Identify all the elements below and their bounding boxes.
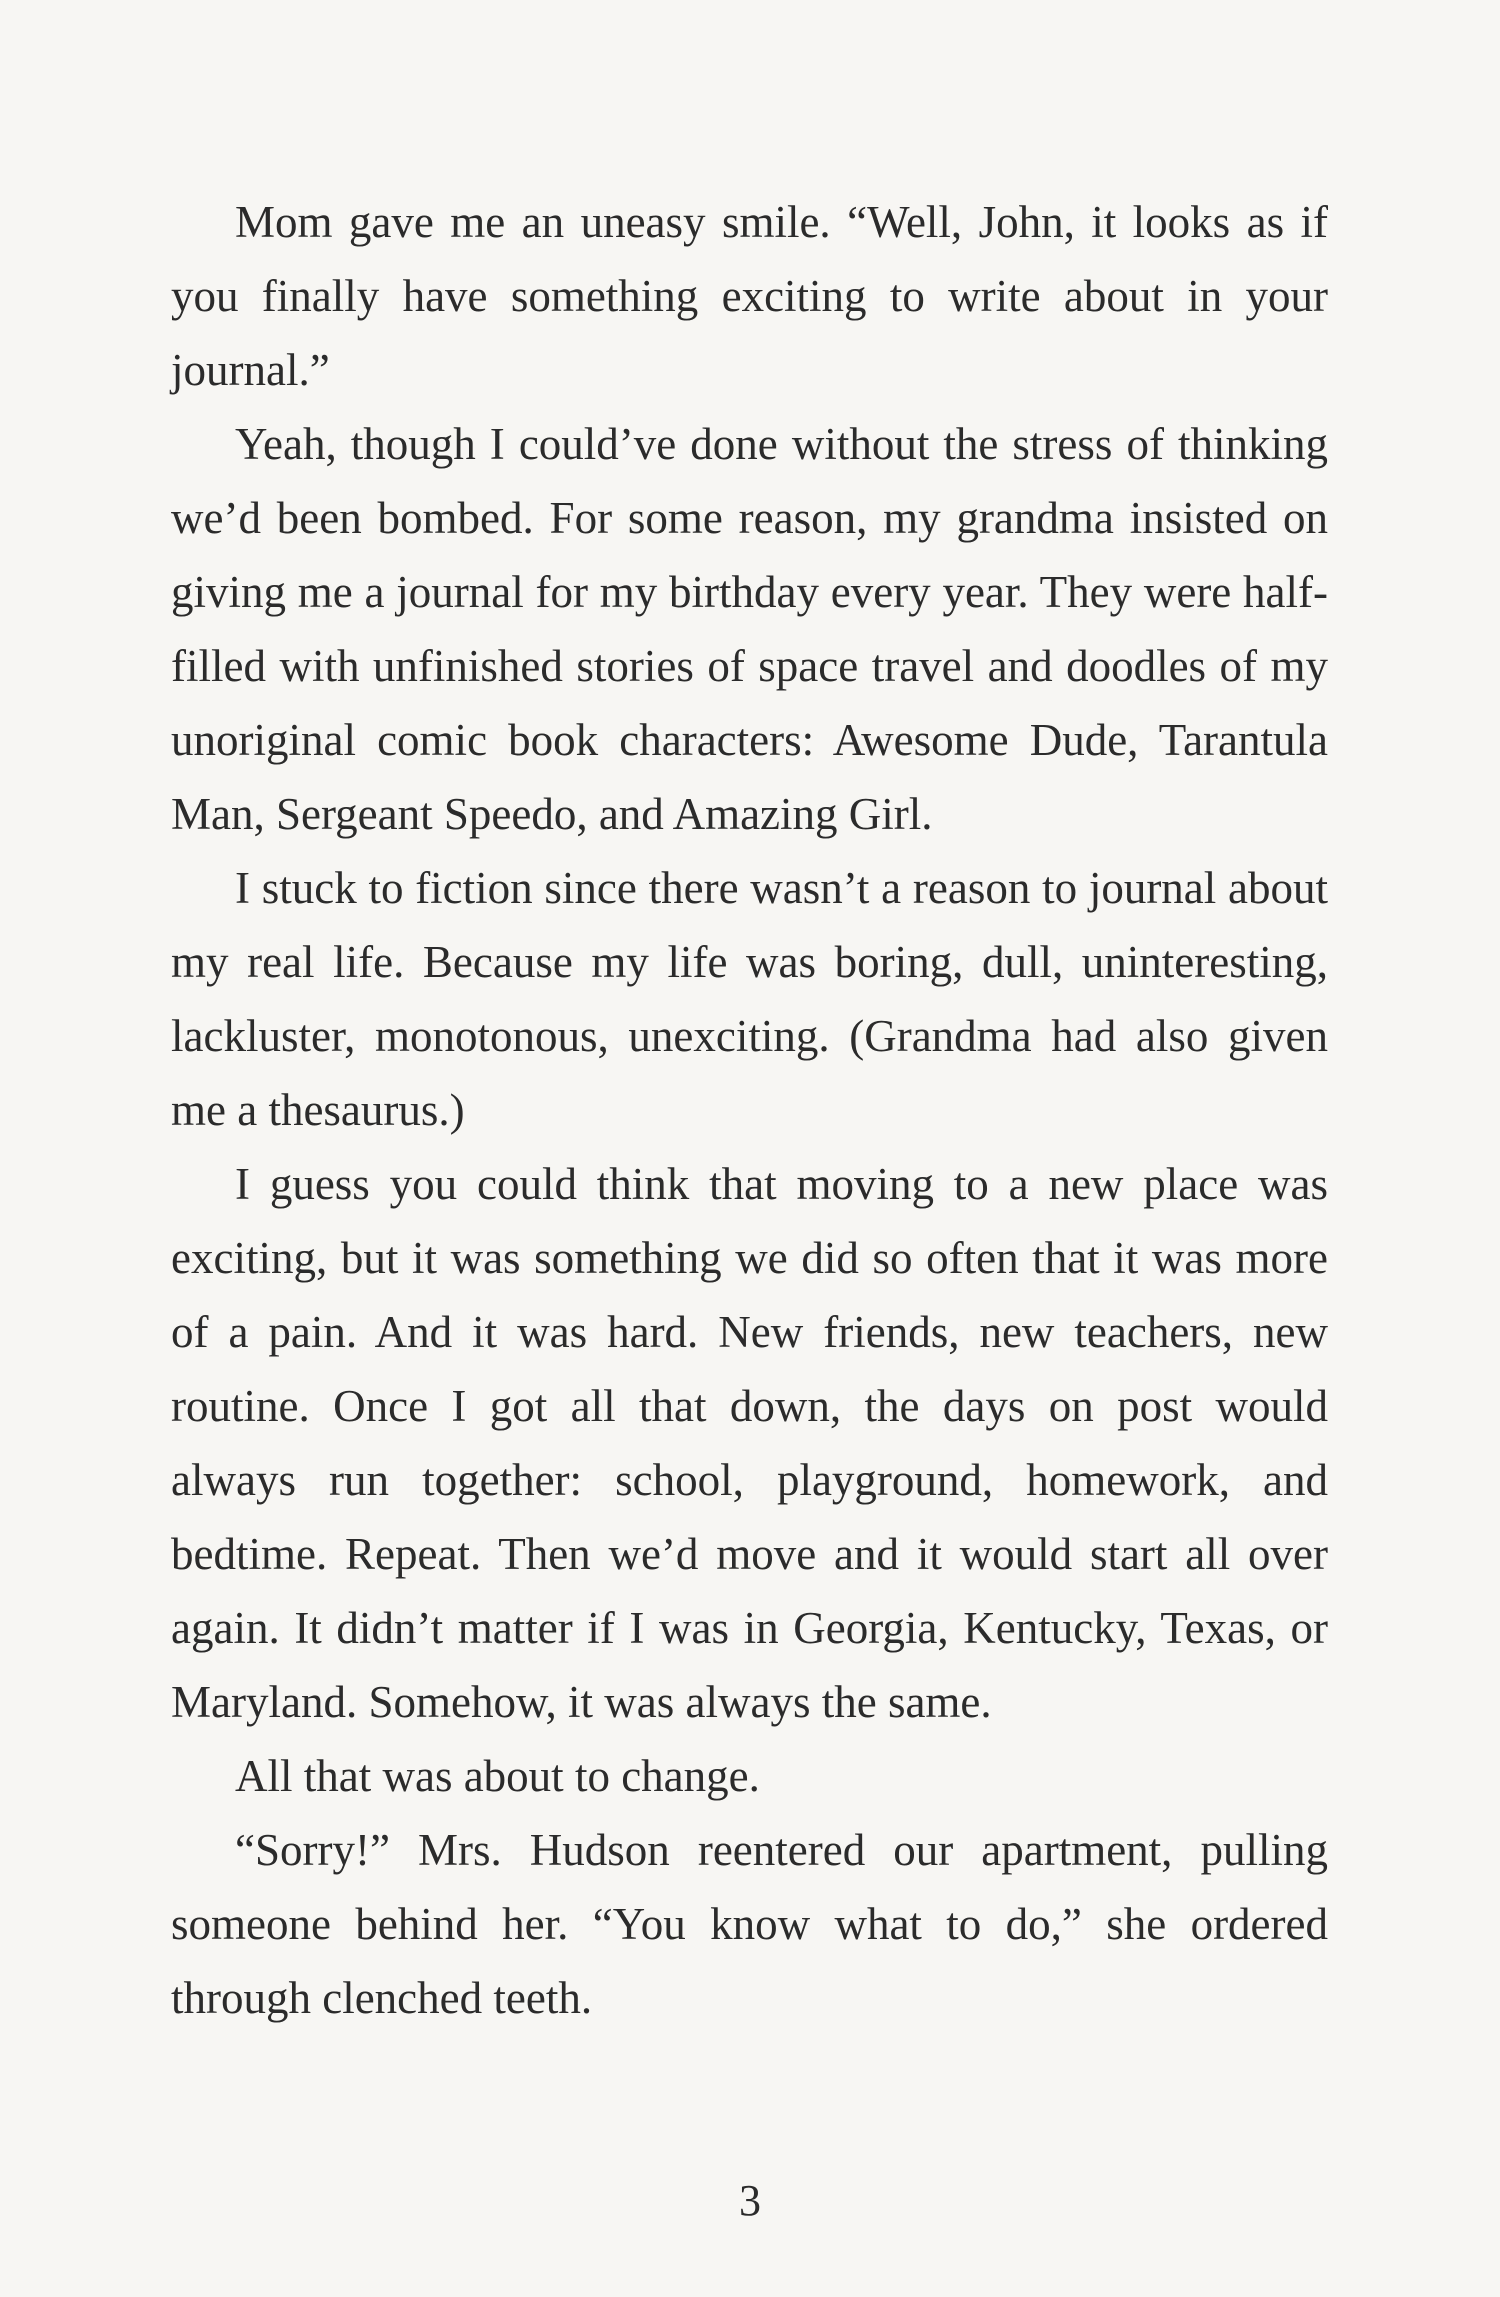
paragraph: Mom gave me an uneasy smile. “Well, John, it looks as if you finally have something exciting to write about in your journal.”	[171, 197, 1328, 395]
paragraph: Yeah, though I could’ve done without the stress of thinking we’d been bombed. For some reason, my grandma insisted on giving me a journal for my birthday every year. They were half-filled with unfinished stories of space travel and doodles of my unoriginal comic book characters: Awesome Dude, Tarantula Man, Sergeant Speedo, and Amazing Girl.	[171, 419, 1328, 839]
paragraph: I guess you could think that moving to a new place was exciting, but it was something we did so often that it was more of a pain. And it was hard. New friends, new teachers, new routine. Once I got all that down, the days on post would always run together: school, playground, homework, and bedtime. Repeat. Then we’d move and it would start all over again. It didn’t matter if I was in Georgia, Kentucky, Texas, or Maryland. Somehow, it was always the same.	[171, 1159, 1328, 1727]
paragraph: All that was about to change.	[235, 1751, 760, 1801]
page-number: 3	[739, 2176, 761, 2225]
paragraph: “Sorry!” Mrs. Hudson reentered our apartment, pulling someone behind her. “You know what to do,” she ordered through clenched teeth.	[171, 1825, 1328, 2023]
body-text	[171, 185, 1328, 2035]
paragraph: I stuck to fiction since there wasn’t a reason to journal about my real life. Because my life was boring, dull, uninteresting, lackluster, monotonous, unexciting. (Grandma had also given me a thesaurus.)	[171, 863, 1328, 1135]
